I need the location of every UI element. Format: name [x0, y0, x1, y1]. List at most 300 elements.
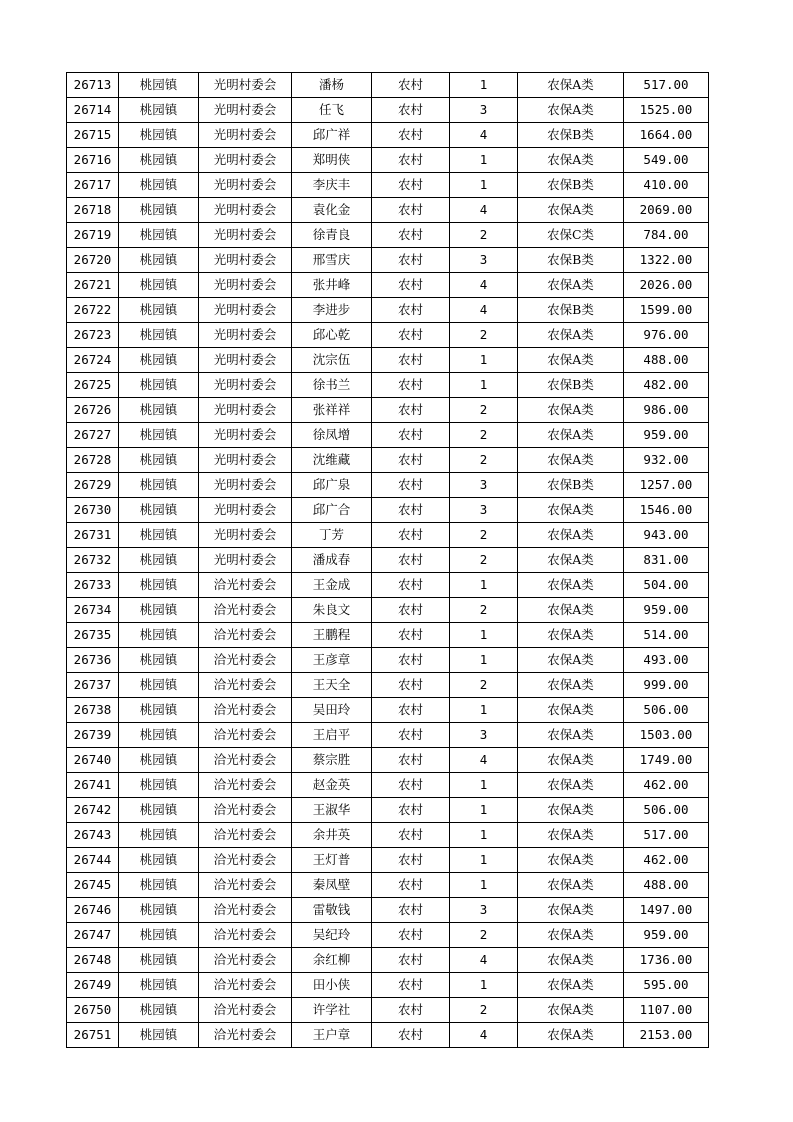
town-cell: 桃园镇	[119, 698, 199, 723]
village-committee-cell: 洽光村委会	[199, 948, 292, 973]
record-id-cell: 26750	[67, 998, 119, 1023]
record-id-cell: 26735	[67, 623, 119, 648]
insurance-category-cell: 农保A类	[518, 398, 624, 423]
village-committee-cell: 洽光村委会	[199, 598, 292, 623]
household-type-cell: 农村	[372, 823, 450, 848]
member-count-cell: 4	[450, 273, 518, 298]
member-count-cell: 2	[450, 423, 518, 448]
amount-cell: 831.00	[624, 548, 709, 573]
amount-cell: 976.00	[624, 323, 709, 348]
household-type-cell: 农村	[372, 548, 450, 573]
record-id-cell: 26731	[67, 523, 119, 548]
amount-cell: 1107.00	[624, 998, 709, 1023]
insurance-category-cell: 农保B类	[518, 123, 624, 148]
member-count-cell: 1	[450, 348, 518, 373]
record-id-cell: 26728	[67, 448, 119, 473]
amount-cell: 517.00	[624, 823, 709, 848]
name-cell: 余井英	[292, 823, 372, 848]
table-row	[67, 648, 709, 673]
town-cell: 桃园镇	[119, 223, 199, 248]
village-committee-cell: 光明村委会	[199, 373, 292, 398]
member-count-cell: 3	[450, 723, 518, 748]
insurance-category-cell: 农保A类	[518, 523, 624, 548]
member-count-cell: 4	[450, 198, 518, 223]
name-cell: 王金成	[292, 573, 372, 598]
town-cell: 桃园镇	[119, 448, 199, 473]
record-id-cell: 26737	[67, 673, 119, 698]
table-row	[67, 623, 709, 648]
amount-cell: 462.00	[624, 848, 709, 873]
insurance-category-cell: 农保A类	[518, 898, 624, 923]
member-count-cell: 2	[450, 223, 518, 248]
name-cell: 邢雪庆	[292, 248, 372, 273]
town-cell: 桃园镇	[119, 648, 199, 673]
record-id-cell: 26714	[67, 98, 119, 123]
name-cell: 郑明侠	[292, 148, 372, 173]
name-cell: 徐书兰	[292, 373, 372, 398]
member-count-cell: 1	[450, 973, 518, 998]
village-committee-cell: 洽光村委会	[199, 973, 292, 998]
household-type-cell: 农村	[372, 123, 450, 148]
town-cell: 桃园镇	[119, 348, 199, 373]
town-cell: 桃园镇	[119, 773, 199, 798]
town-cell: 桃园镇	[119, 548, 199, 573]
insurance-category-cell: 农保A类	[518, 923, 624, 948]
table-row	[67, 423, 709, 448]
name-cell: 邱心乾	[292, 323, 372, 348]
insurance-category-cell: 农保B类	[518, 173, 624, 198]
amount-cell: 514.00	[624, 623, 709, 648]
amount-cell: 410.00	[624, 173, 709, 198]
table-row	[67, 798, 709, 823]
village-committee-cell: 洽光村委会	[199, 648, 292, 673]
table-row	[67, 848, 709, 873]
table-row	[67, 273, 709, 298]
record-id-cell: 26716	[67, 148, 119, 173]
member-count-cell: 1	[450, 623, 518, 648]
record-id-cell: 26724	[67, 348, 119, 373]
table-row	[67, 823, 709, 848]
amount-cell: 506.00	[624, 798, 709, 823]
household-type-cell: 农村	[372, 498, 450, 523]
member-count-cell: 2	[450, 523, 518, 548]
insurance-category-cell: 农保A类	[518, 273, 624, 298]
record-id-cell: 26747	[67, 923, 119, 948]
record-id-cell: 26727	[67, 423, 119, 448]
amount-cell: 2026.00	[624, 273, 709, 298]
name-cell: 王天全	[292, 673, 372, 698]
household-type-cell: 农村	[372, 923, 450, 948]
household-type-cell: 农村	[372, 373, 450, 398]
amount-cell: 493.00	[624, 648, 709, 673]
member-count-cell: 1	[450, 573, 518, 598]
member-count-cell: 3	[450, 98, 518, 123]
member-count-cell: 4	[450, 1023, 518, 1048]
household-type-cell: 农村	[372, 873, 450, 898]
amount-cell: 932.00	[624, 448, 709, 473]
amount-cell: 1546.00	[624, 498, 709, 523]
village-committee-cell: 洽光村委会	[199, 773, 292, 798]
member-count-cell: 2	[450, 548, 518, 573]
household-type-cell: 农村	[372, 623, 450, 648]
record-id-cell: 26733	[67, 573, 119, 598]
member-count-cell: 4	[450, 123, 518, 148]
record-id-cell: 26741	[67, 773, 119, 798]
member-count-cell: 1	[450, 798, 518, 823]
village-committee-cell: 洽光村委会	[199, 698, 292, 723]
town-cell: 桃园镇	[119, 598, 199, 623]
member-count-cell: 3	[450, 898, 518, 923]
household-type-cell: 农村	[372, 198, 450, 223]
household-type-cell: 农村	[372, 298, 450, 323]
name-cell: 吴纪玲	[292, 923, 372, 948]
member-count-cell: 1	[450, 873, 518, 898]
name-cell: 余红柳	[292, 948, 372, 973]
insurance-category-cell: 农保A类	[518, 98, 624, 123]
table-row	[67, 873, 709, 898]
town-cell: 桃园镇	[119, 273, 199, 298]
table-row	[67, 473, 709, 498]
member-count-cell: 1	[450, 773, 518, 798]
name-cell: 吴田玲	[292, 698, 372, 723]
village-committee-cell: 洽光村委会	[199, 623, 292, 648]
name-cell: 邱广合	[292, 498, 372, 523]
town-cell: 桃园镇	[119, 198, 199, 223]
record-id-cell: 26739	[67, 723, 119, 748]
member-count-cell: 1	[450, 373, 518, 398]
amount-cell: 1503.00	[624, 723, 709, 748]
insurance-category-cell: 农保A类	[518, 348, 624, 373]
insurance-category-cell: 农保B类	[518, 373, 624, 398]
village-committee-cell: 洽光村委会	[199, 923, 292, 948]
member-count-cell: 4	[450, 748, 518, 773]
name-cell: 沈维藏	[292, 448, 372, 473]
insurance-category-cell: 农保A类	[518, 773, 624, 798]
member-count-cell: 1	[450, 173, 518, 198]
name-cell: 邱广祥	[292, 123, 372, 148]
village-committee-cell: 洽光村委会	[199, 1023, 292, 1048]
record-id-cell: 26720	[67, 248, 119, 273]
table-row	[67, 948, 709, 973]
village-committee-cell: 光明村委会	[199, 523, 292, 548]
name-cell: 朱良文	[292, 598, 372, 623]
village-committee-cell: 洽光村委会	[199, 673, 292, 698]
town-cell: 桃园镇	[119, 973, 199, 998]
table-row	[67, 348, 709, 373]
member-count-cell: 2	[450, 448, 518, 473]
table-row	[67, 723, 709, 748]
name-cell: 李庆丰	[292, 173, 372, 198]
roster-table-body	[67, 73, 709, 1048]
town-cell: 桃园镇	[119, 998, 199, 1023]
household-type-cell: 农村	[372, 423, 450, 448]
table-row	[67, 123, 709, 148]
insurance-category-cell: 农保A类	[518, 948, 624, 973]
town-cell: 桃园镇	[119, 523, 199, 548]
record-id-cell: 26718	[67, 198, 119, 223]
household-type-cell: 农村	[372, 1023, 450, 1048]
table-row	[67, 148, 709, 173]
household-type-cell: 农村	[372, 448, 450, 473]
table-row	[67, 498, 709, 523]
member-count-cell: 3	[450, 473, 518, 498]
amount-cell: 549.00	[624, 148, 709, 173]
insurance-category-cell: 农保A类	[518, 973, 624, 998]
record-id-cell: 26732	[67, 548, 119, 573]
record-id-cell: 26748	[67, 948, 119, 973]
amount-cell: 1525.00	[624, 98, 709, 123]
amount-cell: 517.00	[624, 73, 709, 98]
town-cell: 桃园镇	[119, 423, 199, 448]
village-committee-cell: 光明村委会	[199, 73, 292, 98]
name-cell: 王灯普	[292, 848, 372, 873]
household-type-cell: 农村	[372, 598, 450, 623]
amount-cell: 488.00	[624, 348, 709, 373]
record-id-cell: 26749	[67, 973, 119, 998]
village-committee-cell: 光明村委会	[199, 198, 292, 223]
insurance-category-cell: 农保A类	[518, 623, 624, 648]
name-cell: 王户章	[292, 1023, 372, 1048]
town-cell: 桃园镇	[119, 123, 199, 148]
member-count-cell: 3	[450, 498, 518, 523]
insurance-category-cell: 农保A类	[518, 1023, 624, 1048]
insurance-category-cell: 农保A类	[518, 548, 624, 573]
village-committee-cell: 洽光村委会	[199, 998, 292, 1023]
household-type-cell: 农村	[372, 223, 450, 248]
table-row	[67, 73, 709, 98]
name-cell: 潘成春	[292, 548, 372, 573]
name-cell: 任飞	[292, 98, 372, 123]
member-count-cell: 2	[450, 398, 518, 423]
amount-cell: 1599.00	[624, 298, 709, 323]
table-row	[67, 773, 709, 798]
insurance-category-cell: 农保A类	[518, 823, 624, 848]
household-type-cell: 农村	[372, 348, 450, 373]
household-type-cell: 农村	[372, 748, 450, 773]
village-committee-cell: 洽光村委会	[199, 848, 292, 873]
insurance-category-cell: 农保A类	[518, 423, 624, 448]
name-cell: 邱广泉	[292, 473, 372, 498]
table-row	[67, 698, 709, 723]
table-row	[67, 673, 709, 698]
table-row	[67, 573, 709, 598]
household-type-cell: 农村	[372, 723, 450, 748]
name-cell: 秦凤壁	[292, 873, 372, 898]
table-row	[67, 523, 709, 548]
household-type-cell: 农村	[372, 98, 450, 123]
insurance-category-cell: 农保A类	[518, 673, 624, 698]
household-type-cell: 农村	[372, 73, 450, 98]
name-cell: 赵金英	[292, 773, 372, 798]
name-cell: 许学社	[292, 998, 372, 1023]
insurance-category-cell: 农保A类	[518, 698, 624, 723]
town-cell: 桃园镇	[119, 748, 199, 773]
name-cell: 徐青良	[292, 223, 372, 248]
village-committee-cell: 洽光村委会	[199, 823, 292, 848]
member-count-cell: 1	[450, 148, 518, 173]
town-cell: 桃园镇	[119, 98, 199, 123]
town-cell: 桃园镇	[119, 73, 199, 98]
village-committee-cell: 光明村委会	[199, 548, 292, 573]
name-cell: 潘杨	[292, 73, 372, 98]
village-committee-cell: 光明村委会	[199, 273, 292, 298]
household-type-cell: 农村	[372, 398, 450, 423]
record-id-cell: 26721	[67, 273, 119, 298]
village-committee-cell: 光明村委会	[199, 123, 292, 148]
village-committee-cell: 洽光村委会	[199, 748, 292, 773]
amount-cell: 1322.00	[624, 248, 709, 273]
table-row	[67, 748, 709, 773]
village-committee-cell: 洽光村委会	[199, 573, 292, 598]
household-type-cell: 农村	[372, 473, 450, 498]
village-committee-cell: 光明村委会	[199, 248, 292, 273]
household-type-cell: 农村	[372, 648, 450, 673]
member-count-cell: 4	[450, 948, 518, 973]
village-committee-cell: 光明村委会	[199, 498, 292, 523]
table-row	[67, 548, 709, 573]
household-type-cell: 农村	[372, 673, 450, 698]
household-type-cell: 农村	[372, 973, 450, 998]
amount-cell: 784.00	[624, 223, 709, 248]
insurance-category-cell: 农保B类	[518, 248, 624, 273]
household-type-cell: 农村	[372, 523, 450, 548]
record-id-cell: 26742	[67, 798, 119, 823]
record-id-cell: 26719	[67, 223, 119, 248]
village-committee-cell: 洽光村委会	[199, 873, 292, 898]
amount-cell: 2069.00	[624, 198, 709, 223]
town-cell: 桃园镇	[119, 923, 199, 948]
town-cell: 桃园镇	[119, 673, 199, 698]
member-count-cell: 1	[450, 648, 518, 673]
name-cell: 雷敬钱	[292, 898, 372, 923]
amount-cell: 2153.00	[624, 1023, 709, 1048]
name-cell: 袁化金	[292, 198, 372, 223]
household-type-cell: 农村	[372, 573, 450, 598]
record-id-cell: 26726	[67, 398, 119, 423]
table-row	[67, 373, 709, 398]
amount-cell: 959.00	[624, 923, 709, 948]
household-type-cell: 农村	[372, 173, 450, 198]
insurance-category-cell: 农保A类	[518, 748, 624, 773]
household-type-cell: 农村	[372, 773, 450, 798]
amount-cell: 943.00	[624, 523, 709, 548]
household-type-cell: 农村	[372, 998, 450, 1023]
household-type-cell: 农村	[372, 898, 450, 923]
insurance-category-cell: 农保A类	[518, 573, 624, 598]
name-cell: 王鹏程	[292, 623, 372, 648]
town-cell: 桃园镇	[119, 1023, 199, 1048]
town-cell: 桃园镇	[119, 248, 199, 273]
amount-cell: 462.00	[624, 773, 709, 798]
household-type-cell: 农村	[372, 248, 450, 273]
member-count-cell: 1	[450, 73, 518, 98]
insurance-category-cell: 农保A类	[518, 323, 624, 348]
village-committee-cell: 光明村委会	[199, 473, 292, 498]
record-id-cell: 26722	[67, 298, 119, 323]
record-id-cell: 26730	[67, 498, 119, 523]
name-cell: 张井峰	[292, 273, 372, 298]
amount-cell: 506.00	[624, 698, 709, 723]
table-row	[67, 248, 709, 273]
name-cell: 王彦章	[292, 648, 372, 673]
village-committee-cell: 洽光村委会	[199, 898, 292, 923]
member-count-cell: 4	[450, 298, 518, 323]
household-type-cell: 农村	[372, 148, 450, 173]
name-cell: 田小侠	[292, 973, 372, 998]
town-cell: 桃园镇	[119, 373, 199, 398]
insurance-category-cell: 农保A类	[518, 198, 624, 223]
record-id-cell: 26751	[67, 1023, 119, 1048]
town-cell: 桃园镇	[119, 623, 199, 648]
table-row	[67, 398, 709, 423]
insurance-category-cell: 农保C类	[518, 223, 624, 248]
amount-cell: 959.00	[624, 423, 709, 448]
town-cell: 桃园镇	[119, 473, 199, 498]
household-type-cell: 农村	[372, 948, 450, 973]
record-id-cell: 26717	[67, 173, 119, 198]
town-cell: 桃园镇	[119, 173, 199, 198]
record-id-cell: 26725	[67, 373, 119, 398]
table-row	[67, 198, 709, 223]
insurance-category-cell: 农保A类	[518, 798, 624, 823]
insurance-category-cell: 农保A类	[518, 73, 624, 98]
village-committee-cell: 光明村委会	[199, 448, 292, 473]
amount-cell: 595.00	[624, 973, 709, 998]
record-id-cell: 26734	[67, 598, 119, 623]
table-row	[67, 898, 709, 923]
amount-cell: 504.00	[624, 573, 709, 598]
record-id-cell: 26744	[67, 848, 119, 873]
amount-cell: 482.00	[624, 373, 709, 398]
amount-cell: 1664.00	[624, 123, 709, 148]
insurance-category-cell: 农保A类	[518, 848, 624, 873]
town-cell: 桃园镇	[119, 873, 199, 898]
village-committee-cell: 光明村委会	[199, 423, 292, 448]
town-cell: 桃园镇	[119, 148, 199, 173]
record-id-cell: 26713	[67, 73, 119, 98]
record-id-cell: 26738	[67, 698, 119, 723]
village-committee-cell: 光明村委会	[199, 348, 292, 373]
member-count-cell: 1	[450, 698, 518, 723]
table-row	[67, 298, 709, 323]
amount-cell: 1749.00	[624, 748, 709, 773]
record-id-cell: 26740	[67, 748, 119, 773]
name-cell: 蔡宗胜	[292, 748, 372, 773]
member-count-cell: 2	[450, 998, 518, 1023]
name-cell: 沈宗伍	[292, 348, 372, 373]
member-count-cell: 2	[450, 923, 518, 948]
town-cell: 桃园镇	[119, 323, 199, 348]
village-committee-cell: 洽光村委会	[199, 798, 292, 823]
record-id-cell: 26736	[67, 648, 119, 673]
member-count-cell: 2	[450, 673, 518, 698]
town-cell: 桃园镇	[119, 848, 199, 873]
amount-cell: 959.00	[624, 598, 709, 623]
town-cell: 桃园镇	[119, 298, 199, 323]
household-type-cell: 农村	[372, 848, 450, 873]
town-cell: 桃园镇	[119, 498, 199, 523]
village-committee-cell: 洽光村委会	[199, 723, 292, 748]
village-committee-cell: 光明村委会	[199, 398, 292, 423]
household-type-cell: 农村	[372, 698, 450, 723]
household-type-cell: 农村	[372, 323, 450, 348]
table-row	[67, 98, 709, 123]
member-count-cell: 3	[450, 248, 518, 273]
table-row	[67, 448, 709, 473]
amount-cell: 1257.00	[624, 473, 709, 498]
table-row	[67, 998, 709, 1023]
record-id-cell: 26729	[67, 473, 119, 498]
